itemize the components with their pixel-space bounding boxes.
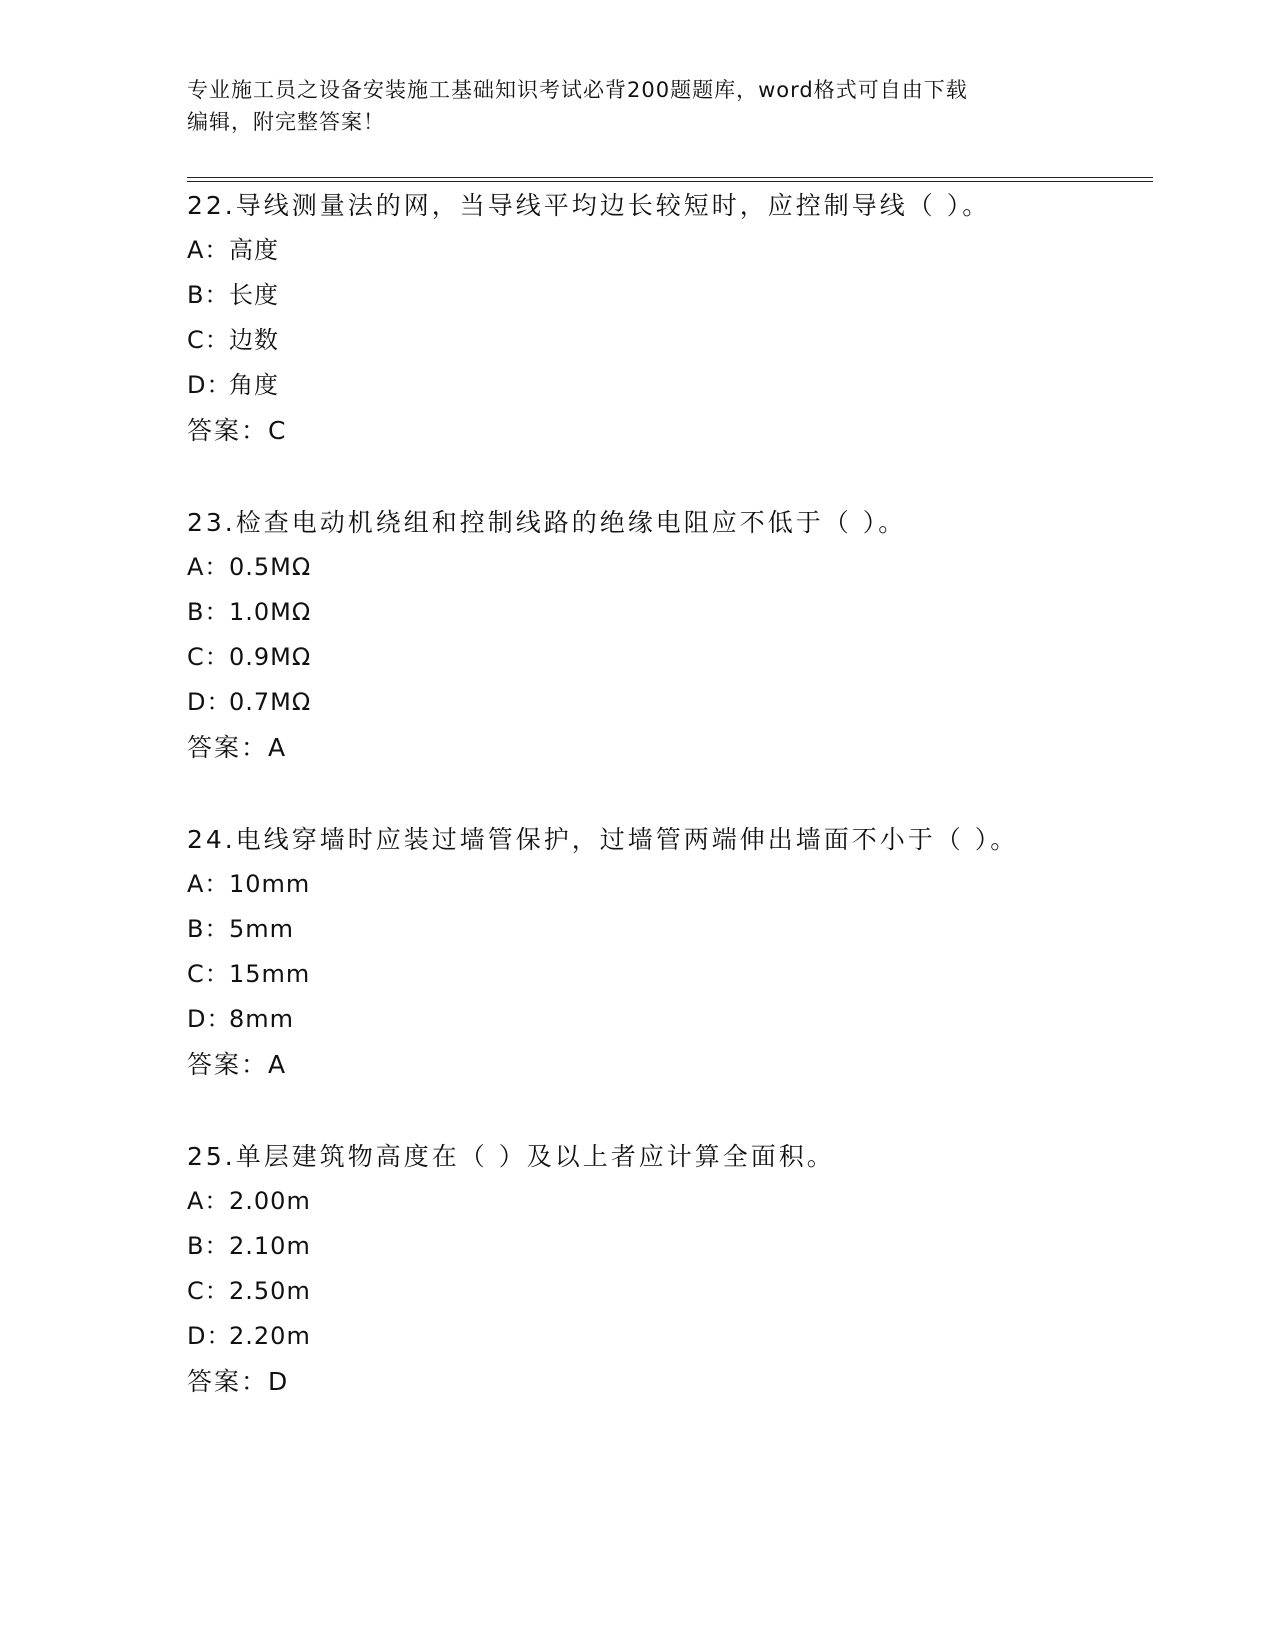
option-key: B：	[187, 915, 230, 943]
question-title: 24.电线穿墙时应装过墙管保护，过墙管两端伸出墙面不小于（ ）。	[187, 825, 1019, 854]
option-key: A：	[187, 870, 230, 898]
header-divider-top	[187, 177, 1153, 178]
option-a	[187, 862, 1127, 907]
option-text: 0.9MΩ	[229, 643, 312, 671]
question-title: 22.导线测量法的网，当导线平均边长较短时，应控制导线（ ）。	[187, 191, 991, 220]
option-d	[187, 997, 1127, 1042]
option-key: B：	[187, 281, 230, 309]
header-line-1: 专业施工员之设备安装施工基础知识考试必背200题题库，word格式可自由下载	[187, 78, 968, 102]
option-a	[187, 1179, 1127, 1224]
option-key: C：	[187, 643, 230, 671]
option-text: 2.00m	[229, 1187, 311, 1215]
option-b	[187, 1224, 1127, 1269]
answer-line: 答案：C	[187, 416, 288, 445]
option-text: 长度	[229, 281, 279, 309]
option-c	[187, 318, 1127, 363]
option-key: C：	[187, 1277, 230, 1305]
option-c	[187, 1269, 1127, 1314]
answer-line: 答案：A	[187, 733, 288, 762]
answer-line: 答案：D	[187, 1367, 290, 1396]
document-header	[187, 74, 1067, 138]
option-text: 边数	[229, 326, 279, 354]
option-text: 15mm	[229, 960, 311, 988]
question-title: 25.单层建筑物高度在（ ）及以上者应计算全面积。	[187, 1142, 835, 1171]
option-d	[187, 680, 1127, 725]
option-text: 2.50m	[229, 1277, 311, 1305]
option-a	[187, 545, 1127, 590]
option-a	[187, 228, 1127, 273]
question-block	[187, 184, 1127, 454]
option-key: C：	[187, 960, 230, 988]
option-b	[187, 907, 1127, 952]
question-block	[187, 818, 1127, 1088]
question-title: 23.检查电动机绕组和控制线路的绝缘电阻应不低于（ ）。	[187, 508, 907, 537]
option-text: 5mm	[229, 915, 295, 943]
option-d	[187, 1314, 1127, 1359]
option-key: A：	[187, 553, 230, 581]
option-text: 2.20m	[229, 1322, 311, 1350]
option-key: D：	[187, 688, 232, 716]
option-key: B：	[187, 598, 230, 626]
option-text: 高度	[229, 236, 279, 264]
option-c	[187, 952, 1127, 997]
question-block	[187, 1135, 1127, 1405]
question-block	[187, 501, 1127, 771]
option-text: 1.0MΩ	[229, 598, 312, 626]
option-text: 10mm	[229, 870, 311, 898]
option-text: 0.7MΩ	[229, 688, 312, 716]
option-text: 2.10m	[229, 1232, 311, 1260]
option-text: 0.5MΩ	[229, 553, 312, 581]
option-key: A：	[187, 236, 230, 264]
option-b	[187, 273, 1127, 318]
option-text: 角度	[229, 371, 279, 399]
option-c	[187, 635, 1127, 680]
header-line-2: 编辑，附完整答案！	[187, 110, 385, 134]
option-b	[187, 590, 1127, 635]
answer-line: 答案：A	[187, 1050, 288, 1079]
option-key: B：	[187, 1232, 230, 1260]
option-text: 8mm	[229, 1005, 295, 1033]
option-key: D：	[187, 371, 232, 399]
option-key: D：	[187, 1005, 232, 1033]
option-key: C：	[187, 326, 230, 354]
option-d	[187, 363, 1127, 408]
header-divider-bottom	[187, 181, 1153, 182]
option-key: A：	[187, 1187, 230, 1215]
option-key: D：	[187, 1322, 232, 1350]
